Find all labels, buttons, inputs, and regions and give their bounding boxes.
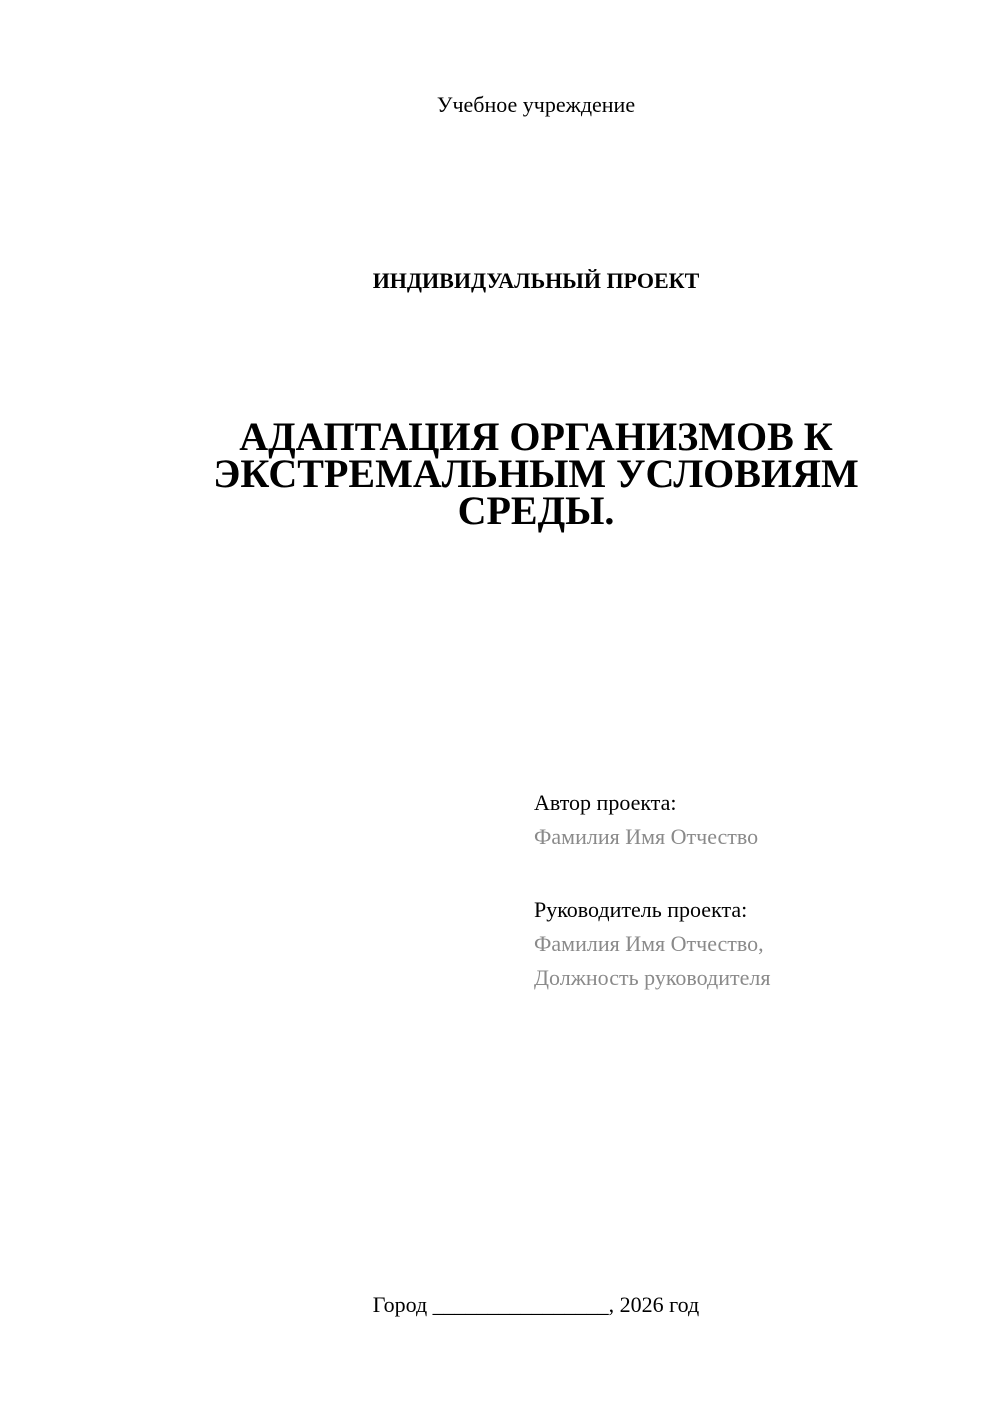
author-label: Автор проекта: bbox=[534, 790, 677, 815]
project-title-line: АДАПТАЦИЯ ОРГАНИЗМОВ К bbox=[239, 414, 833, 459]
project-type-heading: ИНДИВИДУАЛЬНЫЙ ПРОЕКТ bbox=[372, 268, 700, 293]
supervisor-name-placeholder: Фамилия Имя Отчество, bbox=[534, 931, 764, 956]
author-name-placeholder: Фамилия Имя Отчество bbox=[534, 824, 759, 849]
institution-name: Учебное учреждение bbox=[436, 92, 636, 117]
supervisor-position-placeholder: Должность руководителя bbox=[534, 965, 771, 990]
project-title-line: ЭКСТРЕМАЛЬНЫМ УСЛОВИЯМ bbox=[213, 451, 859, 496]
author-block bbox=[534, 786, 954, 854]
supervisor-label: Руководитель проекта: bbox=[534, 897, 748, 922]
project-title bbox=[200, 414, 872, 533]
supervisor-block bbox=[534, 893, 954, 995]
city-year-line: Город ________________, 2026 год bbox=[372, 1292, 700, 1317]
project-title-line: СРЕДЫ. bbox=[457, 488, 615, 533]
